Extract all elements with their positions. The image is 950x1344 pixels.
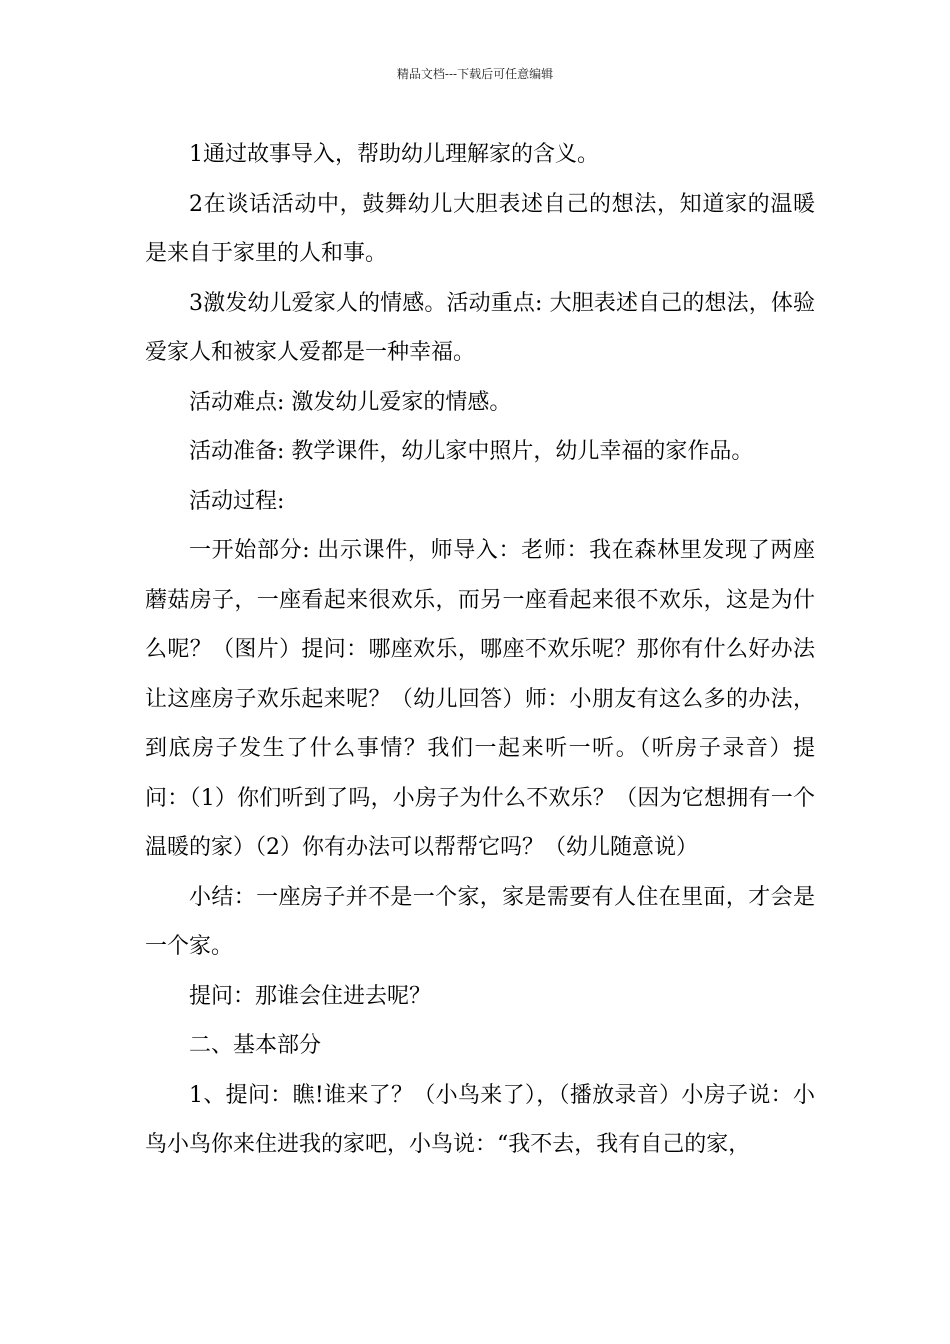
paragraph-summary: 小结：一座房子并不是一个家，家是需要有人住在里面，才会是一个家。 [145,884,815,959]
page-header: 精品文档---下载后可任意编辑 [396,67,554,81]
paragraph-basic-section-heading: 二、基本部分 [189,1033,322,1058]
paragraph-objective-3: 3激发幼儿爱家人的情感。活动重点: 大胆表述自己的想法，体验爱家人和被家人爱都是一种幸福。 [145,290,815,365]
paragraph-process-heading: 活动过程: [189,488,285,514]
paragraph-objective-2: 2在谈话活动中，鼓舞幼儿大胆表述自己的想法，知道家的温暖是来自于家里的人和事。 [145,191,815,266]
paragraph-objective-1: 1通过故事导入，帮助幼儿理解家的含义。 [189,142,599,167]
paragraph-question: 提问：那谁会住进去呢？ [189,983,432,1009]
document-body [145,130,815,1170]
paragraph-preparation: 活动准备: 教学课件，幼儿家中照片，幼儿幸福的家作品。 [189,439,754,464]
paragraph-basic-step-1: 1、提问：瞧!谁来了？（小鸟来了），（播放录音）小房子说：小鸟小鸟你来住进我的家吧，小鸟说：“我不去，我有自己的家， [145,1082,815,1157]
paragraph-difficulty: 活动难点: 激发幼儿爱家的情感。 [189,389,512,415]
paragraph-opening-section: 一开始部分: 出示课件，师导入：老师：我在森林里发现了两座蘑菇房子，一座看起来很欢乐，而另一座看起来很不欢乐，这是为什么呢？（图片）提问：哪座欢乐，哪座不欢乐呢？那你有什么好办法让这座房子欢乐起来呢？（幼儿回答）师：小朋友有这么多的办法，到底房子发生了什么事情？我们一起来听一听。（听房子录音）提问：（1）你们听到了吗，小房子为什么不欢乐？（因为它想拥有一个温暖的家）（2）你有办法可以帮帮它吗？（幼儿随意说） [145,538,815,860]
